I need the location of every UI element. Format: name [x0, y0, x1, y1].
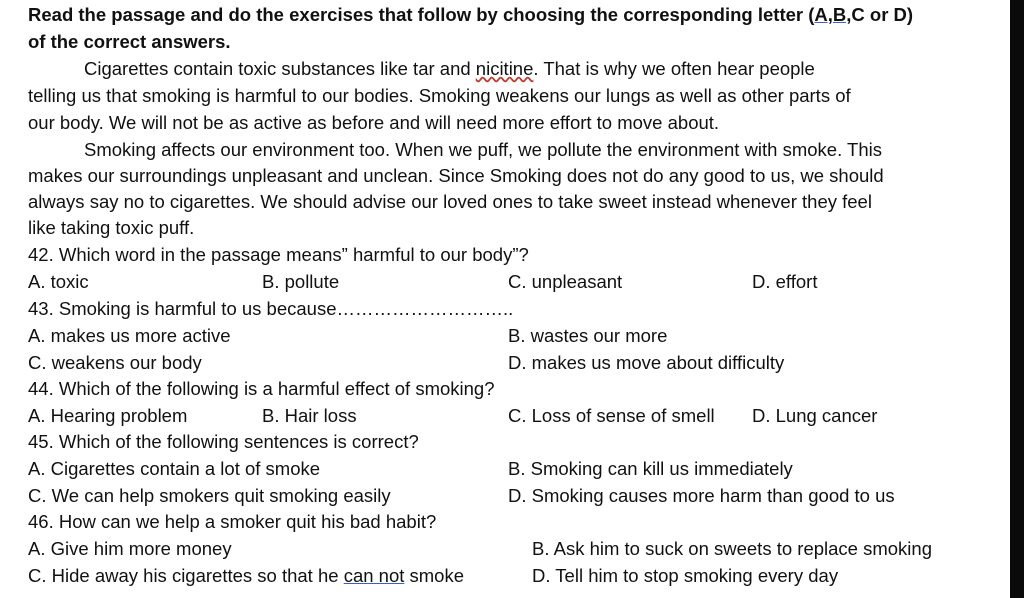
passage-p2-line-4: like taking toxic puff.	[28, 217, 195, 238]
instructions-line-2: of the correct answers.	[28, 31, 231, 52]
underlined-phrase: can not	[343, 565, 405, 586]
passage-p2-line-2: makes our surroundings unpleasant and unclean. Since Smoking does not do any good to us, we should	[28, 165, 884, 186]
question-44-option-b: B. Hair loss	[262, 405, 357, 426]
option-text: smoke	[404, 565, 465, 586]
question-42-option-a: A. toxic	[28, 271, 89, 292]
question-42-option-c: C. unpleasant	[508, 271, 623, 292]
question-46-option-a: A. Give him more money	[28, 538, 232, 559]
instructions-text-end: C or D)	[851, 4, 914, 25]
question-44-option-d: D. Lung cancer	[752, 405, 878, 426]
question-45-option-d: D. Smoking causes more harm than good to us	[508, 485, 895, 506]
passage-p2-line-3: always say no to cigarettes. We should advise our loved ones to take sweet instead whenever they feel	[28, 191, 872, 212]
question-42-option-b: B. pollute	[262, 271, 340, 292]
question-43-option-a: A. makes us more active	[28, 325, 231, 346]
question-43-option-b: B. wastes our more	[508, 325, 668, 346]
passage-p2-line-1: Smoking affects our environment too. When we puff, we pollute the environment with smoke. This	[84, 139, 882, 160]
instructions-text: Read the passage and do the exercises that follow by choosing the corresponding letter (	[28, 4, 815, 25]
passage-text: Cigarettes contain toxic substances like tar and	[84, 58, 476, 79]
question-45-option-b: B. Smoking can kill us immediately	[508, 458, 793, 479]
question-46-option-b: B. Ask him to suck on sweets to replace smoking	[532, 538, 932, 559]
right-border	[1010, 0, 1024, 598]
passage-text: . That is why we often hear people	[533, 58, 815, 79]
question-44-option-a: A. Hearing problem	[28, 405, 188, 426]
instructions-letters-underlined: A,B,	[814, 4, 852, 25]
misspelled-word: nicitine	[475, 58, 534, 79]
instructions-line-1	[28, 2, 913, 28]
question-44-stem: 44. Which of the following is a harmful effect of smoking?	[28, 378, 495, 399]
question-46-option-d: D. Tell him to stop smoking every day	[532, 565, 839, 586]
question-43-stem: 43. Smoking is harmful to us because………………………..	[28, 298, 514, 319]
question-43-option-c: C. weakens our body	[28, 352, 202, 373]
question-45-stem: 45. Which of the following sentences is correct?	[28, 431, 419, 452]
question-42-option-d: D. effort	[752, 271, 818, 292]
question-43-option-d: D. makes us move about difficulty	[508, 352, 785, 373]
passage-p1-line-1	[84, 56, 815, 82]
question-42-stem: 42. Which word in the passage means” harmful to our body”?	[28, 244, 529, 265]
question-45-option-a: A. Cigarettes contain a lot of smoke	[28, 458, 321, 479]
passage-p1-line-3: our body. We will not be as active as before and will need more effort to move about.	[28, 112, 720, 133]
question-44-option-c: C. Loss of sense of smell	[508, 405, 715, 426]
question-46-option-c	[28, 563, 464, 589]
question-46-stem: 46. How can we help a smoker quit his bad habit?	[28, 511, 437, 532]
question-45-option-c: C. We can help smokers quit smoking easily	[28, 485, 391, 506]
option-text: C. Hide away his cigarettes so that he	[28, 565, 344, 586]
passage-p1-line-2: telling us that smoking is harmful to our bodies. Smoking weakens our lungs as well as other parts of	[28, 85, 851, 106]
